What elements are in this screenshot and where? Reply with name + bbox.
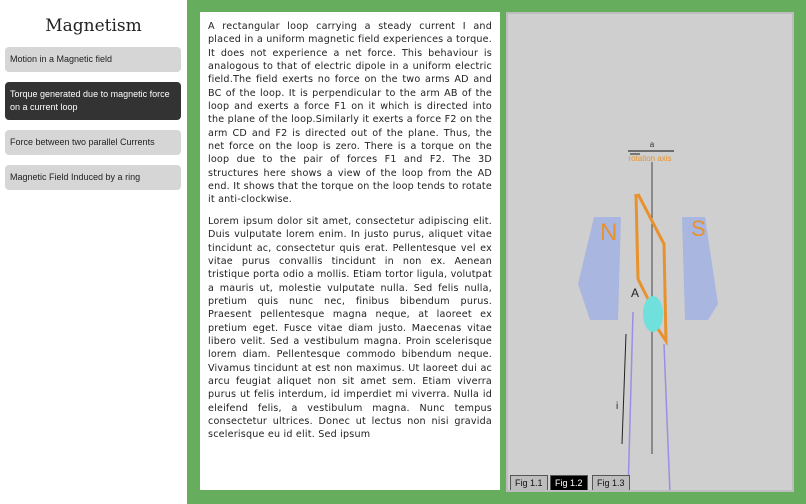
sidebar-item-motion[interactable]: Motion in a Magnetic field bbox=[5, 47, 181, 72]
label-corner-a: A bbox=[631, 286, 640, 300]
torque-3d-figure bbox=[508, 14, 794, 492]
content-panel[interactable] bbox=[200, 12, 500, 490]
wire-right bbox=[664, 344, 670, 492]
fig-1-1-button[interactable]: Fig 1.1 bbox=[510, 475, 548, 492]
current-arrow bbox=[622, 334, 626, 444]
label-n: N bbox=[600, 219, 618, 246]
sidebar bbox=[0, 0, 187, 504]
label-current: i bbox=[616, 401, 619, 412]
label-s: S bbox=[691, 216, 706, 241]
fig-1-3-button[interactable]: Fig 1.3 bbox=[592, 475, 630, 492]
paragraph-explanation: A rectangular loop carrying a steady current I and placed in a uniform magnetic field experiences a torque. It does not experience a net force. This behaviour is analogous to that of electric dipole in a uniform electric field.The field exerts no force on the two arms AD and BC of the loop. It is perpendicular to the arm AB of the loop and exerts a force F1 on it which is directed into the plane of the loop.Similarly it exerts a force F2 on the arm CD and F2 is directed out of the plane. Thus, the net force on the loop is zero. There is a torque on the loop due to the pair of forces F1 and F2. The 3D structures here shows a view of the loop from the AD end. It shows that the torque on the loop tends to rotate it anti-clockwise. bbox=[208, 21, 492, 206]
wire-left bbox=[628, 312, 633, 492]
sidebar-item-torque[interactable]: Torque generated due to magnetic force on a current loop bbox=[5, 82, 181, 120]
label-a: a bbox=[649, 140, 655, 149]
sidebar-title: Magnetism bbox=[45, 16, 142, 36]
figure-viewer[interactable] bbox=[506, 12, 794, 492]
label-rotation-axis: rotation axis bbox=[628, 154, 672, 163]
commutator bbox=[643, 296, 663, 332]
sidebar-item-parallel-currents[interactable]: Force between two parallel Currents bbox=[5, 130, 181, 155]
paragraph-lorem: Lorem ipsum dolor sit amet, consectetur adipiscing elit. Duis vulputate lorem enim. In justo purus, aliquet vitae tincidunt ac, consectetur quis erat. Pellentesque vel ex vitae purus convallis tincidunt in non ex. Aenean tristique porta odio a mollis. Etiam tortor ligula, volutpat a mauris ut, molestie vulputate nulla. Sed felis nulla, pretium quis nunc nec, finibus bibendum purus. Praesent pellentesque magna neque, at laoreet ex pretium eget. Fusce vitae diam justo. Maecenas vitae libero velit. Sed a vestibulum magna. Proin scelerisque lorem diam. Pellentesque commodo bibendum neque. Vivamus tincidunt at est non maximus. Ut laoreet dui ac arcu feugiat aliquet non sit amet sem. Etiam viverra purus ut felis interdum, id imperdiet mi viverra. Nulla id eleifend felis, a vestibulum magna. Nunc tempus consectetur ultrices. Donec ut lectus non nisi gravida scelerisque eu id elit. Sed ipsum bbox=[208, 215, 492, 441]
fig-1-2-button[interactable]: Fig 1.2 bbox=[550, 475, 588, 492]
sidebar-item-ring[interactable]: Magnetic Field Induced by a ring bbox=[5, 165, 181, 190]
